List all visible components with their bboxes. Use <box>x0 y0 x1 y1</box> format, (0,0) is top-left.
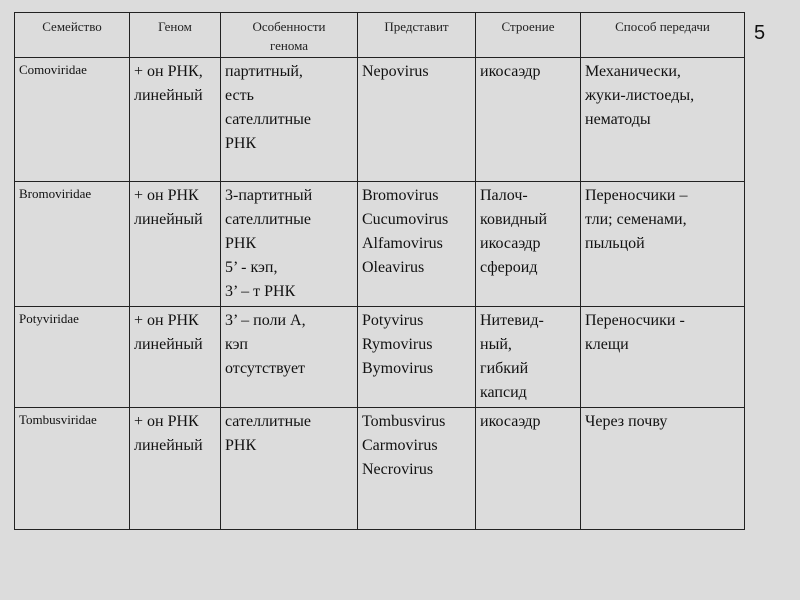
header-genome-features: Особенности генома <box>221 13 358 58</box>
cell-genome-features: сателлитные РНК <box>221 408 358 530</box>
table-row <box>15 58 745 182</box>
cell-structure: икосаэдр <box>476 58 581 182</box>
cell-transmission: Переносчики - клещи <box>581 307 745 408</box>
cell-genome-features: 3-партитный сателлитные РНК 5’ - кэп, 3’ – т РНК <box>221 182 358 307</box>
table-row <box>15 307 745 408</box>
cell-genome: + он РНК, линейный <box>130 58 221 182</box>
table-row <box>15 408 745 530</box>
cell-genome: + он РНК линейный <box>130 408 221 530</box>
cell-structure: Палоч- ковидный икосаэдр сфероид <box>476 182 581 307</box>
cell-family: Comoviridae <box>15 58 130 182</box>
cell-transmission: Через почву <box>581 408 745 530</box>
cell-representatives: Bromovirus Cucumovirus Alfamovirus Oleavirus <box>358 182 476 307</box>
cell-genome-features: 3’ – поли А, кэп отсутствует <box>221 307 358 408</box>
cell-representatives: Tombusvirus Carmovirus Necrovirus <box>358 408 476 530</box>
cell-representatives: Potyvirus Rymovirus Bymovirus <box>358 307 476 408</box>
header-genome: Геном <box>130 13 221 58</box>
header-representatives: Представит <box>358 13 476 58</box>
cell-family: Potyviridae <box>15 307 130 408</box>
header-family: Семейство <box>15 13 130 58</box>
virus-families-table <box>14 12 745 530</box>
cell-genome: + он РНК линейный <box>130 307 221 408</box>
cell-family: Bromoviridae <box>15 182 130 307</box>
cell-structure: Нитевид- ный, гибкий капсид <box>476 307 581 408</box>
cell-family: Tombusviridae <box>15 408 130 530</box>
header-transmission: Способ передачи <box>581 13 745 58</box>
cell-structure: икосаэдр <box>476 408 581 530</box>
table-row <box>15 182 745 307</box>
cell-transmission: Механически, жуки-листоеды, нематоды <box>581 58 745 182</box>
cell-genome: + он РНК линейный <box>130 182 221 307</box>
cell-representatives: Nepovirus <box>358 58 476 182</box>
table-header-row <box>15 13 745 58</box>
cell-transmission: Переносчики – тли; семенами, пыльцой <box>581 182 745 307</box>
slide-number: 5 <box>754 22 766 44</box>
header-structure: Строение <box>476 13 581 58</box>
cell-genome-features: партитный, есть сателлитные РНК <box>221 58 358 182</box>
